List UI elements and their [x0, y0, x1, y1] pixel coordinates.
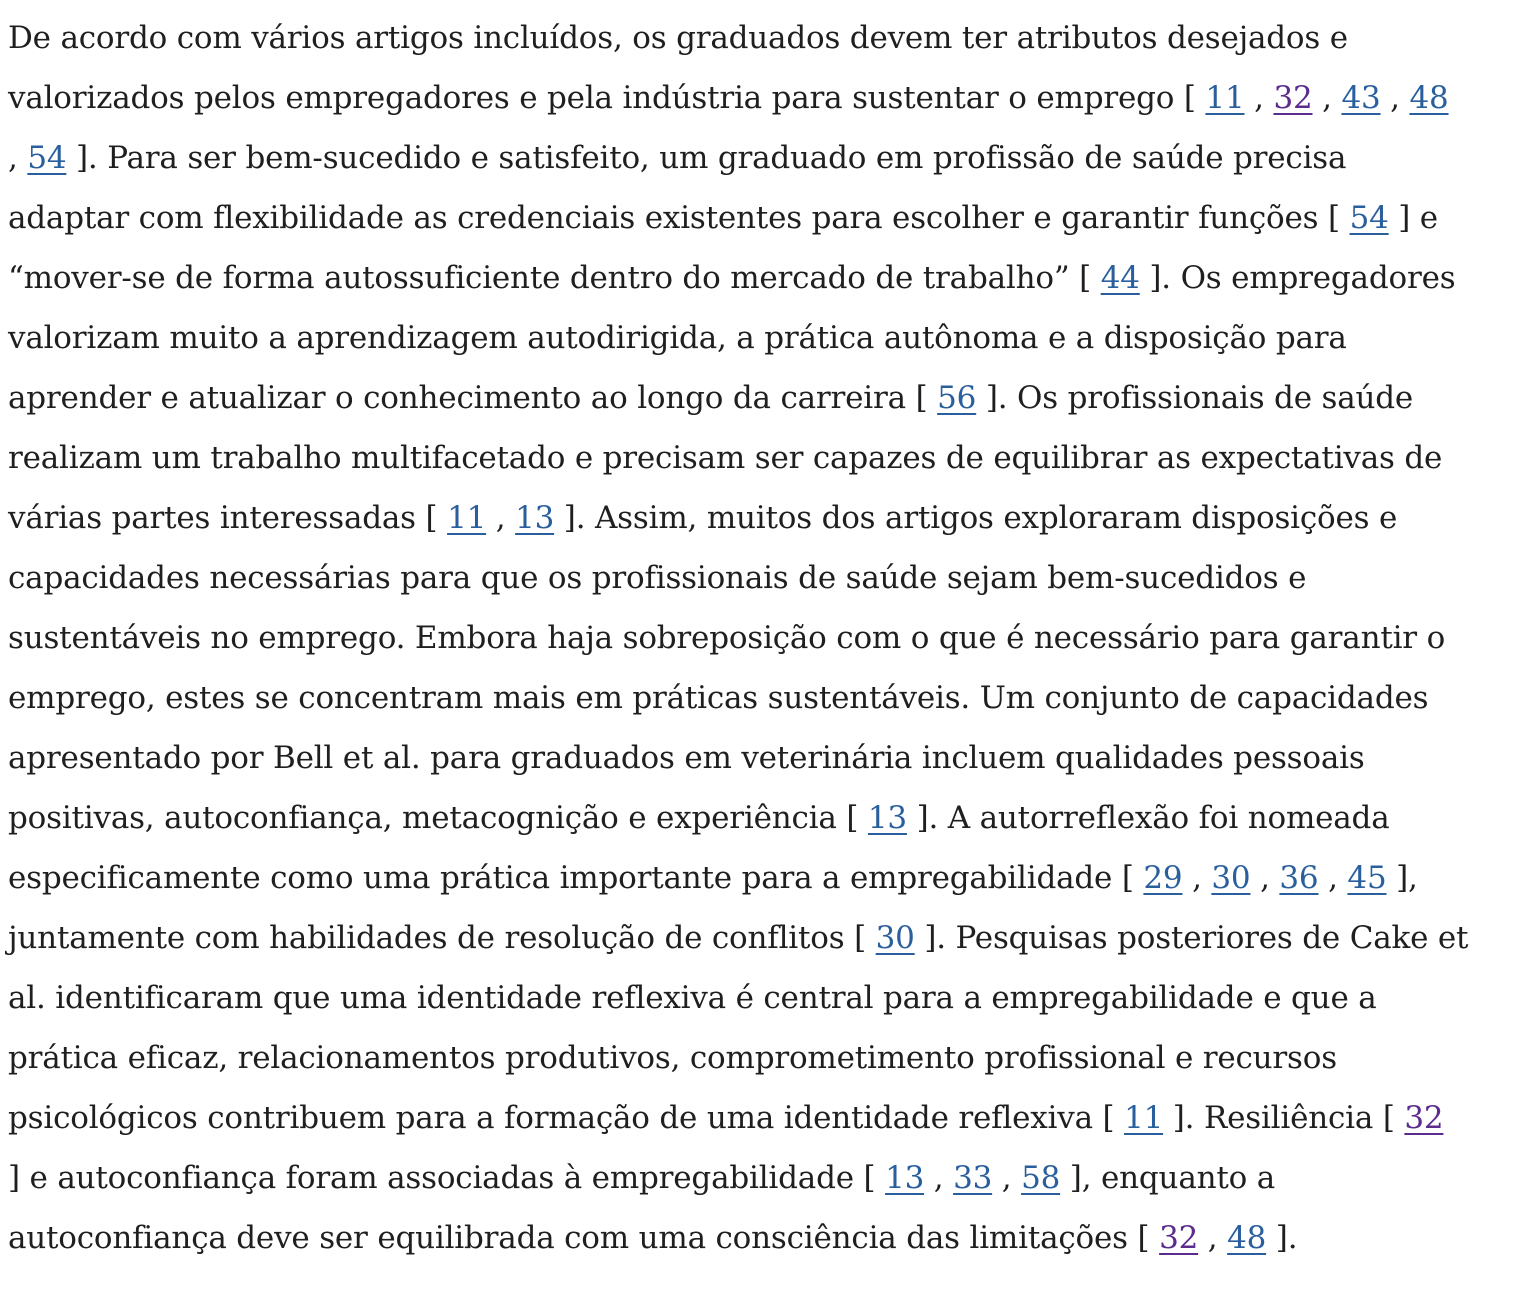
citation-link[interactable]: 43 [1341, 80, 1381, 116]
citation-link[interactable]: 33 [953, 1160, 993, 1196]
text-segment: sustentáveis no emprego. Embora haja sobreposição com o que é necessário para garantir o [8, 620, 1446, 656]
text-segment: ]. [1266, 1220, 1298, 1256]
text-line [8, 668, 1488, 728]
text-segment: ] e [1388, 200, 1438, 236]
text-line [8, 68, 1488, 128]
citation-link[interactable]: 13 [515, 500, 555, 536]
text-line [8, 1028, 1488, 1088]
citation-link[interactable]: 29 [1143, 860, 1183, 896]
text-segment: ] e autoconfiança foram associadas à empregabilidade [ [8, 1160, 886, 1196]
text-segment: , [992, 1160, 1022, 1196]
text-line [8, 788, 1488, 848]
text-segment: , [1198, 1220, 1228, 1256]
text-line [8, 1208, 1488, 1268]
citation-link[interactable]: 11 [1205, 80, 1245, 116]
citation-link[interactable]: 36 [1279, 860, 1319, 896]
citation-link[interactable]: 58 [1021, 1160, 1061, 1196]
text-line [8, 548, 1488, 608]
text-segment: “mover-se de forma autossuficiente dentro do mercado de trabalho” [ [8, 260, 1101, 296]
text-segment: valorizados pelos empregadores e pela indústria para sustentar o emprego [ [8, 80, 1206, 116]
citation-link[interactable]: 30 [875, 920, 915, 956]
text-line [8, 608, 1488, 668]
citation-link[interactable]: 32 [1404, 1100, 1444, 1136]
text-segment: ], [1386, 860, 1418, 896]
text-line [8, 188, 1488, 248]
text-segment: ]. Resiliência [ [1163, 1100, 1405, 1136]
text-segment: ]. Os empregadores [1139, 260, 1456, 296]
text-segment: juntamente com habilidades de resolução de conflitos [ [8, 920, 876, 956]
text-segment: , [1318, 860, 1348, 896]
text-line [8, 908, 1488, 968]
text-segment: , [1182, 860, 1212, 896]
text-segment: , [1250, 860, 1280, 896]
citation-link[interactable]: 30 [1211, 860, 1251, 896]
text-segment: ]. Para ser bem-sucedido e satisfeito, um graduado em profissão de saúde precisa [66, 140, 1347, 176]
text-segment: ]. Os profissionais de saúde [976, 380, 1414, 416]
text-segment: positivas, autoconfiança, metacognição e experiência [ [8, 800, 868, 836]
citation-link[interactable]: 56 [937, 380, 977, 416]
text-line [8, 968, 1488, 1028]
text-segment: adaptar com flexibilidade as credenciais existentes para escolher e garantir funções [ [8, 200, 1350, 236]
text-segment: capacidades necessárias para que os profissionais de saúde sejam bem-sucedidos e [8, 560, 1307, 596]
text-segment: , [8, 140, 28, 176]
text-line [8, 428, 1488, 488]
citation-link[interactable]: 13 [867, 800, 907, 836]
text-segment: valorizam muito a aprendizagem autodirigida, a prática autônoma e a disposição para [8, 320, 1347, 356]
text-line [8, 848, 1488, 908]
text-segment: prática eficaz, relacionamentos produtivos, comprometimento profissional e recursos [8, 1040, 1337, 1076]
text-line [8, 8, 1488, 68]
text-segment: apresentado por Bell et al. para graduados em veterinária incluem qualidades pessoais [8, 740, 1365, 776]
citation-link[interactable]: 11 [447, 500, 487, 536]
text-segment: ]. Assim, muitos dos artigos exploraram disposições e [554, 500, 1398, 536]
text-segment: al. identificaram que uma identidade reflexiva é central para a empregabilidade e que a [8, 980, 1377, 1016]
text-segment: realizam um trabalho multifacetado e precisam ser capazes de equilibrar as expectativas de [8, 440, 1443, 476]
text-segment: especificamente como uma prática importante para a empregabilidade [ [8, 860, 1144, 896]
text-line [8, 308, 1488, 368]
text-segment: , [924, 1160, 954, 1196]
text-line [8, 1088, 1488, 1148]
text-segment: emprego, estes se concentram mais em práticas sustentáveis. Um conjunto de capacidades [8, 680, 1429, 716]
text-segment: ]. Pesquisas posteriores de Cake et [914, 920, 1469, 956]
citation-link[interactable]: 44 [1100, 260, 1140, 296]
text-line [8, 728, 1488, 788]
text-line [8, 128, 1488, 188]
paragraph-employability [8, 8, 1488, 1268]
text-segment: autoconfiança deve ser equilibrada com uma consciência das limitações [ [8, 1220, 1160, 1256]
text-line [8, 368, 1488, 428]
citation-link[interactable]: 48 [1409, 80, 1449, 116]
citation-link[interactable]: 32 [1273, 80, 1313, 116]
text-segment: aprender e atualizar o conhecimento ao longo da carreira [ [8, 380, 938, 416]
text-segment: ], enquanto a [1060, 1160, 1276, 1196]
citation-link[interactable]: 54 [27, 140, 67, 176]
text-segment: , [1244, 80, 1274, 116]
text-segment: ]. A autorreflexão foi nomeada [906, 800, 1390, 836]
text-line [8, 488, 1488, 548]
citation-link[interactable]: 13 [885, 1160, 925, 1196]
text-segment: De acordo com vários artigos incluídos, os graduados devem ter atributos desejados e [8, 20, 1348, 56]
citation-link[interactable]: 11 [1124, 1100, 1164, 1136]
citation-link[interactable]: 45 [1347, 860, 1387, 896]
text-line [8, 248, 1488, 308]
text-line [8, 1148, 1488, 1208]
citation-link[interactable]: 48 [1227, 1220, 1267, 1256]
text-segment: , [486, 500, 516, 536]
article-body [8, 8, 1488, 1268]
citation-link[interactable]: 32 [1159, 1220, 1199, 1256]
text-segment: , [1380, 80, 1410, 116]
text-segment: , [1312, 80, 1342, 116]
text-segment: psicológicos contribuem para a formação de uma identidade reflexiva [ [8, 1100, 1125, 1136]
text-segment: várias partes interessadas [ [8, 500, 448, 536]
citation-link[interactable]: 54 [1349, 200, 1389, 236]
